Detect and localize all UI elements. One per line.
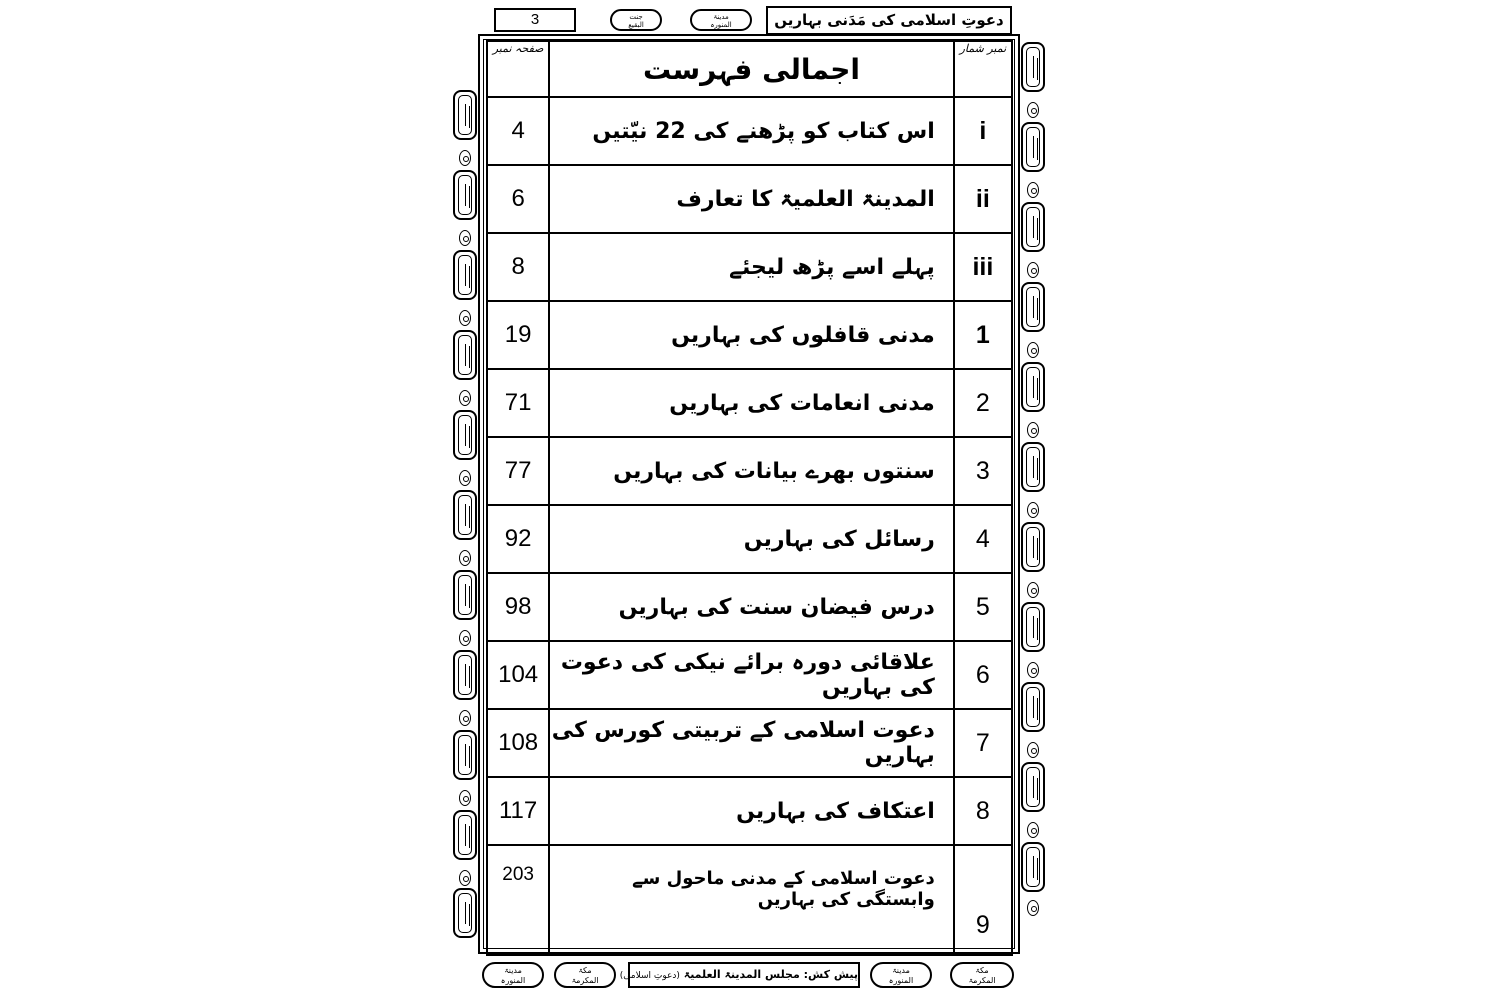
seal-line: البقیع: [628, 21, 644, 29]
border-cartouche: [453, 570, 477, 620]
border-knot: [459, 230, 471, 246]
page-number-cell: 104: [487, 641, 549, 709]
contents-heading: اجمالی فہرست: [549, 41, 954, 97]
serial-column-header: نمبر شمار: [954, 41, 1012, 97]
seal-makkah: [950, 962, 1014, 988]
chapter-title: علاقائی دورہ برائے نیکی کی دعوت کی بہاریں: [549, 641, 954, 709]
border-knot: [1027, 102, 1039, 118]
page-header: [478, 4, 1018, 32]
border-cartouche: [453, 330, 477, 380]
seal-line: مدینۃ: [713, 13, 729, 21]
book-title: دعوتِ اسلامی کی مَدَنی بہاریں: [766, 6, 1012, 34]
page-number-cell: 203: [487, 845, 549, 955]
border-knot: [459, 470, 471, 486]
page-number: 3: [494, 8, 576, 32]
border-cartouche: [1021, 602, 1045, 652]
border-cartouche: [453, 490, 477, 540]
border-knot: [1027, 502, 1039, 518]
table-row: [487, 301, 1012, 369]
border-cartouche: [1021, 122, 1045, 172]
border-cartouche: [453, 650, 477, 700]
border-cartouche: [1021, 522, 1045, 572]
chapter-title: المدینۃ العلمیۃ کا تعارف: [549, 165, 954, 233]
presenter-name: مجلس المدینۃ العلمیۃ: [683, 968, 800, 981]
border-knot: [1027, 422, 1039, 438]
table-row: [487, 845, 1012, 955]
border-knot: [459, 150, 471, 166]
chapter-title: درس فیضان سنت کی بہاریں: [549, 573, 954, 641]
seal-madina: [870, 962, 932, 988]
serial-number-cell: 7: [954, 709, 1012, 777]
table-row: [487, 165, 1012, 233]
table-row: [487, 437, 1012, 505]
seal-jannat-ul-baqi: [610, 9, 662, 31]
seal-line: مکۃ: [975, 966, 989, 975]
border-cartouche: [1021, 842, 1045, 892]
border-cartouche: [453, 730, 477, 780]
seal-line: جنت: [629, 13, 643, 21]
serial-number-cell: 1: [954, 301, 1012, 369]
table-row: [487, 97, 1012, 165]
chapter-title: دعوت اسلامی کے تربیتی کورس کی بہاریں: [549, 709, 954, 777]
serial-number-cell: 4: [954, 505, 1012, 573]
border-knot: [1027, 342, 1039, 358]
presenter-note: (دعوتِ اسلامی): [619, 971, 680, 981]
contents-table: [486, 40, 1013, 956]
table-row: [487, 573, 1012, 641]
page-number-cell: 8: [487, 233, 549, 301]
table-row: [487, 777, 1012, 845]
presenter-prefix: پیش کش:: [803, 968, 858, 981]
border-knot: [1027, 662, 1039, 678]
page-number-cell: 92: [487, 505, 549, 573]
table-row: [487, 233, 1012, 301]
border-cartouche: [1021, 682, 1045, 732]
border-knot: [1027, 900, 1039, 916]
chapter-title: مدنی انعامات کی بہاریں: [549, 369, 954, 437]
seal-line: مدینۃ: [892, 966, 910, 975]
seal-line: المنورہ: [710, 21, 732, 29]
serial-number-cell: 8: [954, 777, 1012, 845]
border-cartouche: [453, 250, 477, 300]
chapter-title: مدنی قافلوں کی بہاریں: [549, 301, 954, 369]
page-footer: [478, 958, 1018, 992]
page-number-cell: 77: [487, 437, 549, 505]
seal-line: مدینۃ: [504, 966, 522, 975]
border-knot: [459, 390, 471, 406]
chapter-title: دعوت اسلامی کے مدنی ماحول سے وابستگی کی بہاریں: [549, 845, 954, 955]
seal-madina: [690, 9, 752, 31]
border-cartouche: [453, 410, 477, 460]
table-row: [487, 369, 1012, 437]
left-ornamental-border: [450, 40, 480, 950]
page-column-header: صفحہ نمبر: [487, 41, 549, 97]
border-cartouche: [453, 90, 477, 140]
border-knot: [459, 550, 471, 566]
chapter-title: پہلے اسے پڑھ لیجئے: [549, 233, 954, 301]
border-cartouche: [453, 170, 477, 220]
border-cartouche: [1021, 442, 1045, 492]
presenter-credit: [619, 962, 860, 988]
serial-number-cell: iii: [954, 233, 1012, 301]
chapter-title: رسائل کی بہاریں: [549, 505, 954, 573]
border-knot: [459, 870, 471, 886]
page-number-cell: 6: [487, 165, 549, 233]
table-row: [487, 641, 1012, 709]
page-number-cell: 108: [487, 709, 549, 777]
border-knot: [459, 310, 471, 326]
page-number-cell: 71: [487, 369, 549, 437]
seal-makkah: [554, 962, 616, 988]
seal-line: المنورہ: [500, 976, 526, 985]
border-cartouche: [1021, 42, 1045, 92]
page-number-cell: 98: [487, 573, 549, 641]
border-cartouche: [1021, 282, 1045, 332]
border-cartouche: [1021, 362, 1045, 412]
border-knot: [1027, 582, 1039, 598]
table-header-row: [487, 41, 1012, 97]
page-number-cell: 19: [487, 301, 549, 369]
chapter-title: سنتوں بھرے بیانات کی بہاریں: [549, 437, 954, 505]
border-knot: [1027, 742, 1039, 758]
seal-line: المنورہ: [888, 976, 914, 985]
border-cartouche: [453, 810, 477, 860]
chapter-title: اعتکاف کی بہاریں: [549, 777, 954, 845]
border-knot: [1027, 262, 1039, 278]
border-cartouche: [1021, 762, 1045, 812]
border-knot: [459, 790, 471, 806]
chapter-title: اس کتاب کو پڑھنے کی 22 نیّتیں: [549, 97, 954, 165]
serial-number-cell: 9: [954, 845, 1012, 955]
serial-number-cell: i: [954, 97, 1012, 165]
serial-number-cell: 6: [954, 641, 1012, 709]
table-row: [487, 709, 1012, 777]
serial-number-cell: 2: [954, 369, 1012, 437]
border-cartouche: [453, 888, 477, 938]
border-knot: [459, 630, 471, 646]
border-knot: [1027, 182, 1039, 198]
right-ornamental-border: [1018, 40, 1048, 950]
serial-number-cell: 3: [954, 437, 1012, 505]
table-row: [487, 505, 1012, 573]
seal-line: المکرمۃ: [968, 976, 996, 985]
border-knot: [459, 710, 471, 726]
border-knot: [1027, 822, 1039, 838]
seal-line: مکۃ: [578, 966, 592, 975]
serial-number-cell: ii: [954, 165, 1012, 233]
border-cartouche: [1021, 202, 1045, 252]
page-number-cell: 4: [487, 97, 549, 165]
seal-madina: [482, 962, 544, 988]
page-number-cell: 117: [487, 777, 549, 845]
serial-number-cell: 5: [954, 573, 1012, 641]
seal-line: المکرمۃ: [571, 976, 599, 985]
